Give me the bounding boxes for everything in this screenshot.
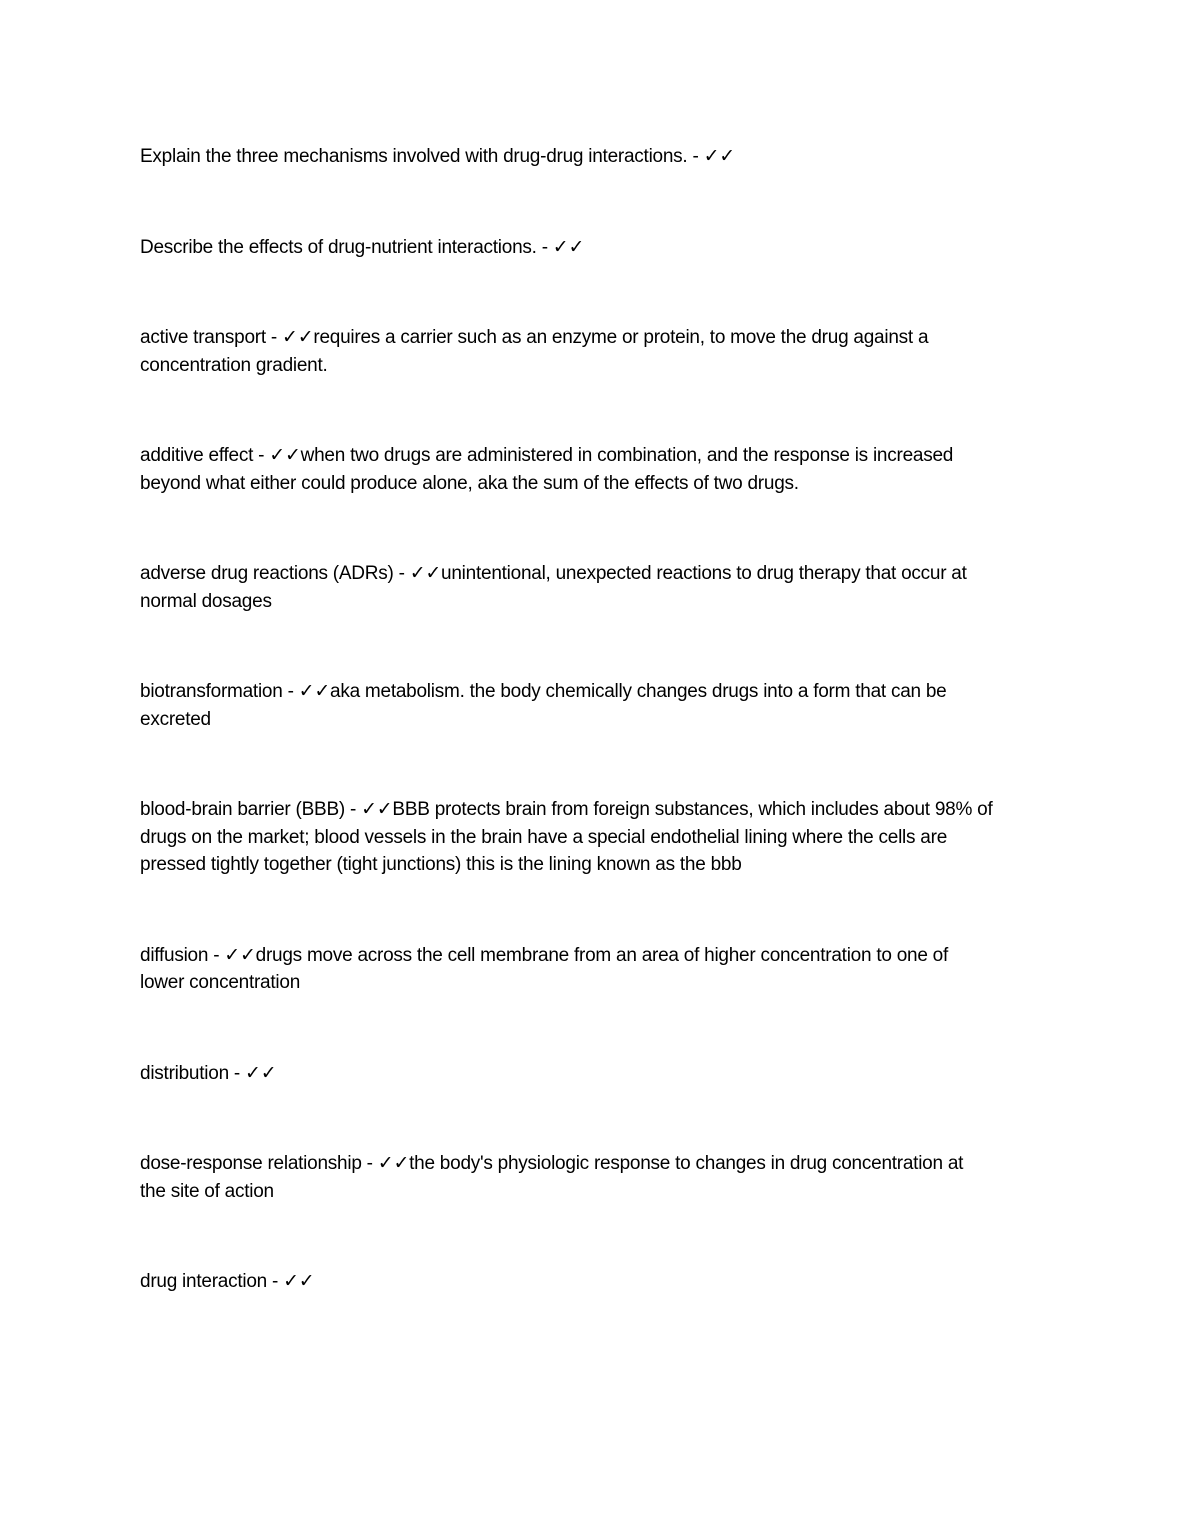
para-line: Explain the three mechanisms involved with drug-drug interactions. - ✓✓ [140, 146, 735, 167]
para-dose-response-relationship [140, 1150, 1075, 1205]
para-biotransformation [140, 678, 1075, 733]
para-line: adverse drug reactions (ADRs) - ✓✓unintentional, unexpected reactions to drug therapy that occur at [140, 563, 967, 584]
para-distribution [140, 1060, 1075, 1088]
para-blood-brain-barrier [140, 796, 1075, 879]
para-additive-effect [140, 442, 1075, 497]
para-line: diffusion - ✓✓drugs move across the cell membrane from an area of higher concentration to one of [140, 944, 949, 966]
para-line: drug interaction - ✓✓ [140, 1271, 315, 1292]
para-describe-drug-nutrient-effects [140, 234, 1075, 262]
para-line: the site of action [140, 1180, 274, 1202]
para-line: normal dosages [140, 590, 272, 612]
para-line: drugs on the market; blood vessels in the brain have a special endothelial lining where the cells are [140, 826, 948, 848]
para-line: lower concentration [140, 972, 301, 993]
para-active-transport [140, 324, 1075, 379]
para-explain-three-mechanisms [140, 143, 1075, 171]
para-line: active transport - ✓✓requires a carrier such as an enzyme or protein, to move the drug against a [140, 327, 929, 348]
para-line: biotransformation - ✓✓aka metabolism. the body chemically changes drugs into a form that can be [140, 681, 947, 702]
para-line: beyond what either could produce alone, aka the sum of the effects of two drugs. [140, 472, 799, 494]
para-line: dose-response relationship - ✓✓the body's physiologic response to changes in drug concentration at [140, 1153, 964, 1174]
para-line: additive effect - ✓✓when two drugs are administered in combination, and the response is increased [140, 445, 954, 466]
para-line: blood-brain barrier (BBB) - ✓✓BBB protects brain from foreign substances, which includes about 98% of [140, 799, 993, 820]
para-drug-interaction [140, 1268, 1075, 1296]
para-diffusion [140, 942, 1075, 997]
para-line: concentration gradient. [140, 354, 328, 376]
document-content [140, 143, 1075, 1359]
para-line: excreted [140, 708, 211, 730]
para-line: pressed tightly together (tight junctions) this is the lining known as the bbb [140, 854, 742, 875]
para-line: Describe the effects of drug-nutrient interactions. - ✓✓ [140, 236, 585, 258]
para-adverse-drug-reactions [140, 560, 1075, 615]
para-line: distribution - ✓✓ [140, 1062, 277, 1084]
